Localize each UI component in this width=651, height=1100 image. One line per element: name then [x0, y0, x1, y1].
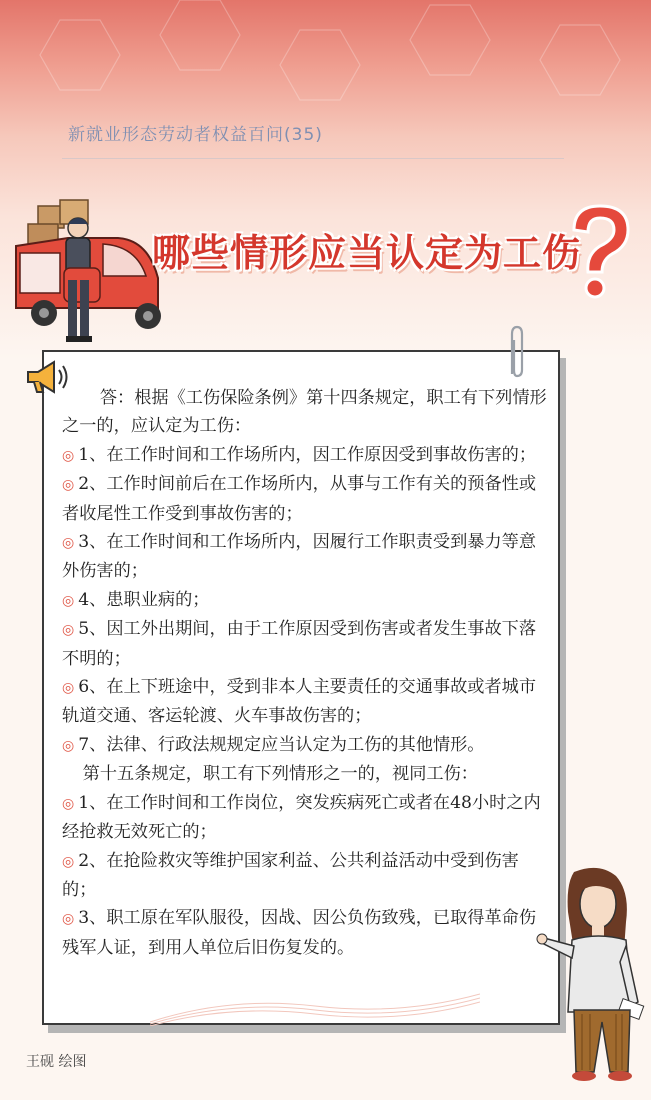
wave-decoration [150, 986, 480, 1026]
title-divider [62, 158, 564, 159]
bullet-icon: ◎ [62, 680, 75, 697]
bullet-icon: ◎ [62, 447, 75, 464]
courier-illustration [8, 198, 173, 348]
hexagon-pattern [0, 0, 651, 200]
bullet-icon: ◎ [62, 477, 75, 494]
intro-paragraph: 答：根据《工伤保险条例》第十四条规定，职工有下列情形之一的，应认定为工伤： [62, 388, 547, 437]
bullet-icon: ◎ [62, 911, 75, 928]
woman-illustration [534, 862, 649, 1092]
question-mark-icon [560, 200, 640, 305]
list-item: ◎ 3、在工作时间和工作场所内，因履行工作职责受到暴力等意外伤害的； [62, 532, 537, 582]
bullet-icon: ◎ [62, 535, 75, 552]
list-item: ◎ 4、患职业病的； [62, 589, 210, 610]
list-item: ◎ 2、工作时间前后在工作场所内，从事与工作有关的预备性或者收尾性工作受到事故伤害的； [62, 474, 537, 524]
artist-credit: 王砚 绘图 [26, 1054, 87, 1070]
article15-paragraph: 第十五条规定，职工有下列情形之一的，视同工伤： [82, 764, 478, 785]
list-item: ◎ 1、在工作时间和工作岗位，突发疾病死亡或者在48小时之内经抢救无效死亡的； [62, 792, 541, 843]
bullet-icon: ◎ [62, 622, 75, 639]
answer-text [62, 384, 552, 962]
bullet-icon: ◎ [62, 795, 75, 812]
bullet-icon: ◎ [62, 592, 75, 609]
main-title: 哪些情形应当认定为工伤 [152, 231, 582, 275]
bullet-icon: ◎ [62, 853, 75, 870]
list-item: ◎ 3、职工原在军队服役，因战、因公负伤致残，已取得革命伤残军人证，到用人单位后旧伤复发的。 [62, 908, 537, 958]
bullet-icon: ◎ [62, 737, 75, 754]
series-title: 新就业形态劳动者权益百问(35) [68, 125, 323, 145]
paperclip-icon [506, 324, 528, 380]
list-item: ◎ 5、因工外出期间，由于工作原因受到伤害或者发生事故下落不明的； [62, 619, 537, 669]
list-item: ◎ 1、在工作时间和工作场所内，因工作原因受到事故伤害的； [62, 444, 537, 465]
list-item: ◎ 6、在上下班途中，受到非本人主要责任的交通事故或者城市轨道交通、客运轮渡、火车事故伤害的； [62, 677, 537, 727]
list-item: ◎ 7、法律、行政法规规定应当认定为工伤的其他情形。 [62, 734, 485, 755]
list-item: ◎ 2、在抢险救灾等维护国家利益、公共利益活动中受到伤害的； [62, 850, 519, 900]
